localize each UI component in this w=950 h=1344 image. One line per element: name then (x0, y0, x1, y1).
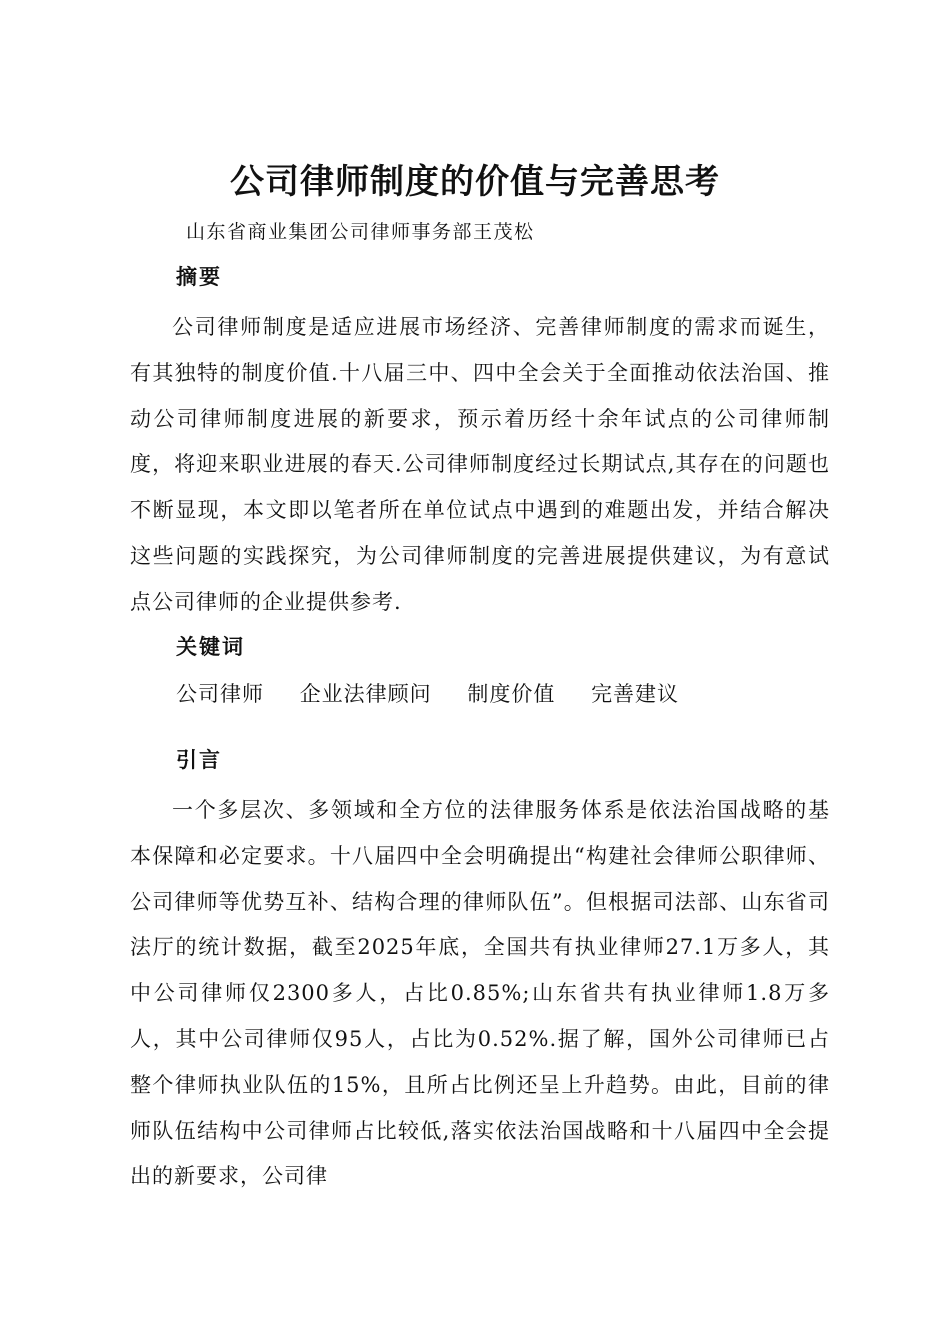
keywords-list (176, 678, 679, 710)
keywords-heading: 关键词 (176, 634, 245, 659)
keyword-item: 完善建议 (591, 682, 680, 706)
keyword-item: 企业法律顾问 (299, 682, 432, 706)
intro-paragraph: 一个多层次、多领域和全方位的法律服务体系是依法治国战略的基本保障和必定要求。十八届四中全会明确提出“构建社会律师公职律师、公司律师等优势互补、结构合理的律师队伍”。但根据司法部、山东省司法厅的统计数据，截至2025年底，全国共有执业律师27.1万多人，其中公司律师仅2300多人，占比0.85%;山东省共有执业律师1.8万多人，其中公司律师仅95人，占比为0.52%.据了解，国外公司律师已占整个律师执业队伍的15%，且所占比例还呈上升趋势。由此，目前的律师队伍结构中公司律师占比较低,落实依法治国战略和十八届四中全会提出的新要求，公司律 (130, 798, 830, 1189)
abstract-heading: 摘要 (176, 264, 222, 289)
keyword-item: 制度价值 (467, 682, 556, 706)
abstract-paragraph: 公司律师制度是适应进展市场经济、完善律师制度的需求而诞生，有其独特的制度价值.十八届三中、四中全会关于全面推动依法治国、推动公司律师制度进展的新要求，预示着历经十余年试点的公司律师制度，将迎来职业进展的春天.公司律师制度经过长期试点,其存在的问题也不断显现，本文即以笔者所在单位试点中遇到的难题出发，并结合解决这些问题的实践探究，为公司律师制度的完善进展提供建议，为有意试点公司律师的企业提供参考. (130, 315, 830, 614)
keyword-item: 公司律师 (176, 682, 264, 706)
author-line: 山东省商业集团公司律师事务部王茂松 (186, 221, 535, 243)
document-title: 公司律师制度的价值与完善思考 (230, 162, 720, 202)
intro-heading: 引言 (176, 747, 222, 772)
